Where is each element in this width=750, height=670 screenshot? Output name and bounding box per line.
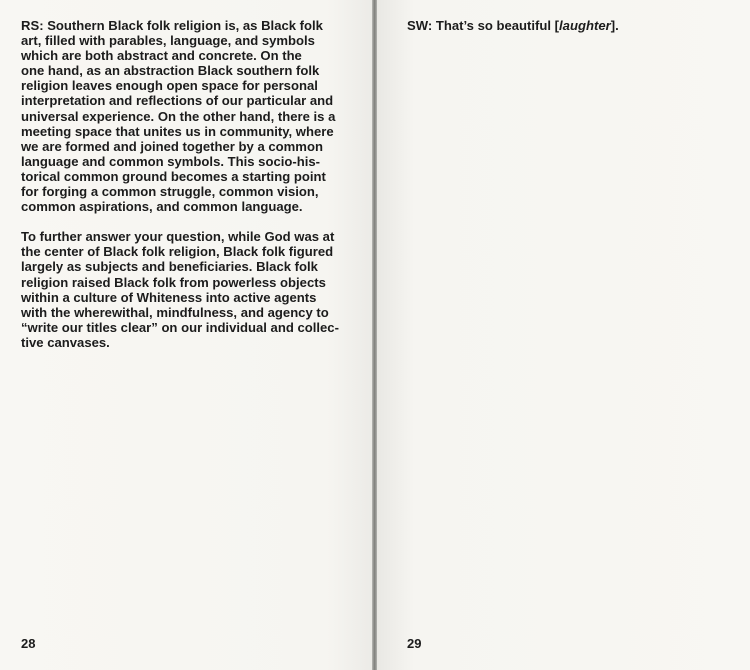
left-page <box>0 0 372 670</box>
right-page <box>377 0 750 670</box>
page-number-left: 28 <box>21 636 36 651</box>
left-page-text <box>21 18 347 365</box>
sw-response-suffix: ]. <box>610 18 619 33</box>
sw-response-prefix: SW: That’s so beautiful [ <box>407 18 560 33</box>
sw-response-line <box>407 18 727 33</box>
sw-response-italic: laughter <box>559 18 611 33</box>
page-number-right: 29 <box>407 636 422 651</box>
paragraph-rs-answer: RS: Southern Black folk religion is, as Black folk art, filled with parables, language, and symbols which are both abstract and concrete. On the one hand, as an abstraction Black southern folk religion leaves enough open space for personal interpretation and reflections of our particular and universal experience. On the other hand, there is a meeting space that unites us in community, where we are formed and joined together by a common language and common symbols. This socio-his- torical common ground becomes a starting point for forging a common struggle, common vision, common aspirations, and common language. <box>21 18 336 215</box>
paragraph-further-answer: To further answer your question, while God was at the center of Black folk religion, Black folk figured largely as subjects and beneficiaries. Black folk religion raised Black folk from powerless objects within a culture of Whiteness into active agents with the wherewithal, mindfulness, and agency to “write our titles clear” on our individual and collec- tive canvases. <box>21 229 339 350</box>
